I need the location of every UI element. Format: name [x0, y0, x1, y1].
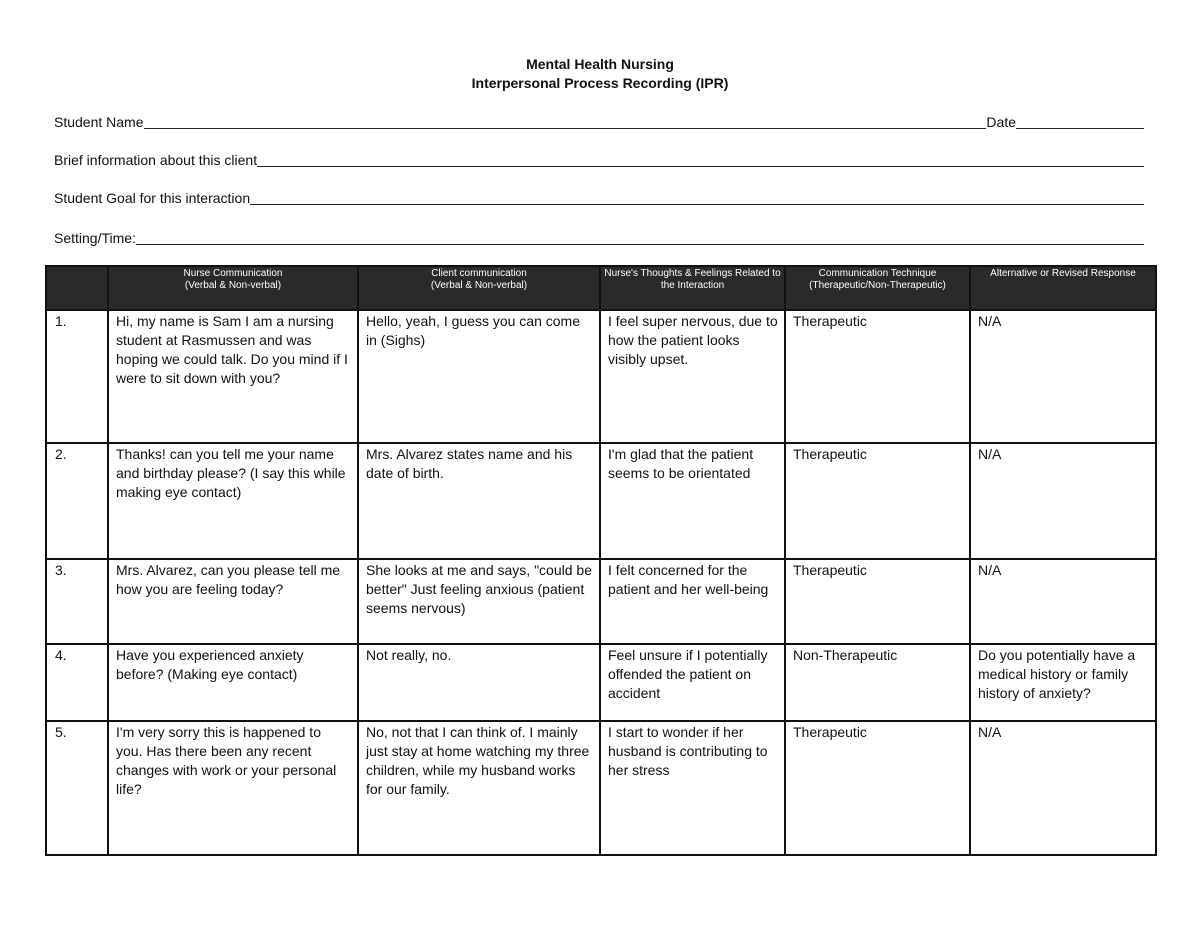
- nurse-communication-cell: Have you experienced anxiety before? (Making eye contact): [108, 644, 358, 721]
- nurse-communication-cell: Hi, my name is Sam I am a nursing student at Rasmussen and was hoping we could talk. Do you mind if I were to sit down with you?: [108, 310, 358, 443]
- technique-cell: Therapeutic: [785, 443, 970, 559]
- column-header-sublabel: (Verbal & Non-verbal): [430, 280, 528, 291]
- nurse-thoughts-cell: Feel unsure if I potentially offended the patient on accident: [600, 644, 785, 721]
- row-number: 1.: [46, 310, 108, 443]
- nurse-thoughts-cell: I start to wonder if her husband is contributing to her stress: [600, 721, 785, 855]
- document-subtitle: Interpersonal Process Recording (IPR): [471, 75, 729, 91]
- student-goal-field[interactable]: [250, 190, 1144, 205]
- column-header-alternative-response: [970, 266, 1156, 310]
- table-row: [46, 559, 1156, 644]
- alternative-response-cell: N/A: [970, 559, 1156, 644]
- column-header-number: [46, 266, 108, 310]
- column-header-nurse-communication: [108, 266, 358, 310]
- table-row: [46, 721, 1156, 855]
- date-field[interactable]: [1016, 114, 1144, 129]
- column-header-label: Alternative or Revised Response: [990, 268, 1136, 279]
- column-header-sublabel: (Therapeutic/Non-Therapeutic): [809, 280, 946, 291]
- table-row: [46, 310, 1156, 443]
- row-number: 3.: [46, 559, 108, 644]
- client-info-line: [54, 151, 1144, 169]
- row-number: 5.: [46, 721, 108, 855]
- client-info-field[interactable]: [257, 152, 1144, 167]
- client-communication-cell: Mrs. Alvarez states name and his date of birth.: [358, 443, 600, 559]
- student-name-line: [54, 113, 1144, 131]
- setting-time-line: [54, 229, 1144, 247]
- column-header-sublabel: (Verbal & Non-verbal): [184, 280, 282, 291]
- row-number: 4.: [46, 644, 108, 721]
- technique-cell: Therapeutic: [785, 721, 970, 855]
- column-header-label: Client communication: [431, 268, 527, 279]
- nurse-thoughts-cell: I feel super nervous, due to how the patient looks visibly upset.: [600, 310, 785, 443]
- student-name-label: Student Name: [54, 114, 144, 130]
- table-row: [46, 644, 1156, 721]
- document-title-block: [0, 55, 1200, 93]
- alternative-response-cell: N/A: [970, 721, 1156, 855]
- technique-cell: Non-Therapeutic: [785, 644, 970, 721]
- client-communication-cell: Not really, no.: [358, 644, 600, 721]
- alternative-response-cell: N/A: [970, 443, 1156, 559]
- row-number: 2.: [46, 443, 108, 559]
- date-label: Date: [986, 114, 1016, 130]
- column-header-label: Nurse's Thoughts & Feelings Related to the Interaction: [604, 268, 781, 291]
- client-communication-cell: She looks at me and says, "could be better" Just feeling anxious (patient seems nervous): [358, 559, 600, 644]
- document-title: Mental Health Nursing: [526, 56, 674, 72]
- alternative-response-cell: Do you potentially have a medical history or family history of anxiety?: [970, 644, 1156, 721]
- setting-time-label: Setting/Time:: [54, 230, 136, 246]
- nurse-communication-cell: Mrs. Alvarez, can you please tell me how you are feeling today?: [108, 559, 358, 644]
- technique-cell: Therapeutic: [785, 310, 970, 443]
- column-header-label: Communication Technique: [818, 268, 937, 279]
- table-row: [46, 443, 1156, 559]
- nurse-communication-cell: Thanks! can you tell me your name and birthday please? (I say this while making eye contact): [108, 443, 358, 559]
- column-header-nurse-thoughts: [600, 266, 785, 310]
- technique-cell: Therapeutic: [785, 559, 970, 644]
- table-header-row: [46, 266, 1156, 310]
- nurse-communication-cell: I'm very sorry this is happened to you. Has there been any recent changes with work or your personal life?: [108, 721, 358, 855]
- alternative-response-cell: N/A: [970, 310, 1156, 443]
- nurse-thoughts-cell: I'm glad that the patient seems to be orientated: [600, 443, 785, 559]
- column-header-communication-technique: [785, 266, 970, 310]
- column-header-label: Nurse Communication: [183, 268, 283, 279]
- student-goal-label: Student Goal for this interaction: [54, 190, 251, 206]
- client-communication-cell: Hello, yeah, I guess you can come in (Sighs): [358, 310, 600, 443]
- client-communication-cell: No, not that I can think of. I mainly just stay at home watching my three children, while my husband works for our family.: [358, 721, 600, 855]
- student-name-field[interactable]: [144, 114, 987, 129]
- student-goal-line: [54, 189, 1144, 207]
- ipr-table: [45, 265, 1157, 856]
- client-info-label: Brief information about this client: [54, 152, 258, 168]
- column-header-client-communication: [358, 266, 600, 310]
- setting-time-field[interactable]: [136, 230, 1144, 245]
- nurse-thoughts-cell: I felt concerned for the patient and her well-being: [600, 559, 785, 644]
